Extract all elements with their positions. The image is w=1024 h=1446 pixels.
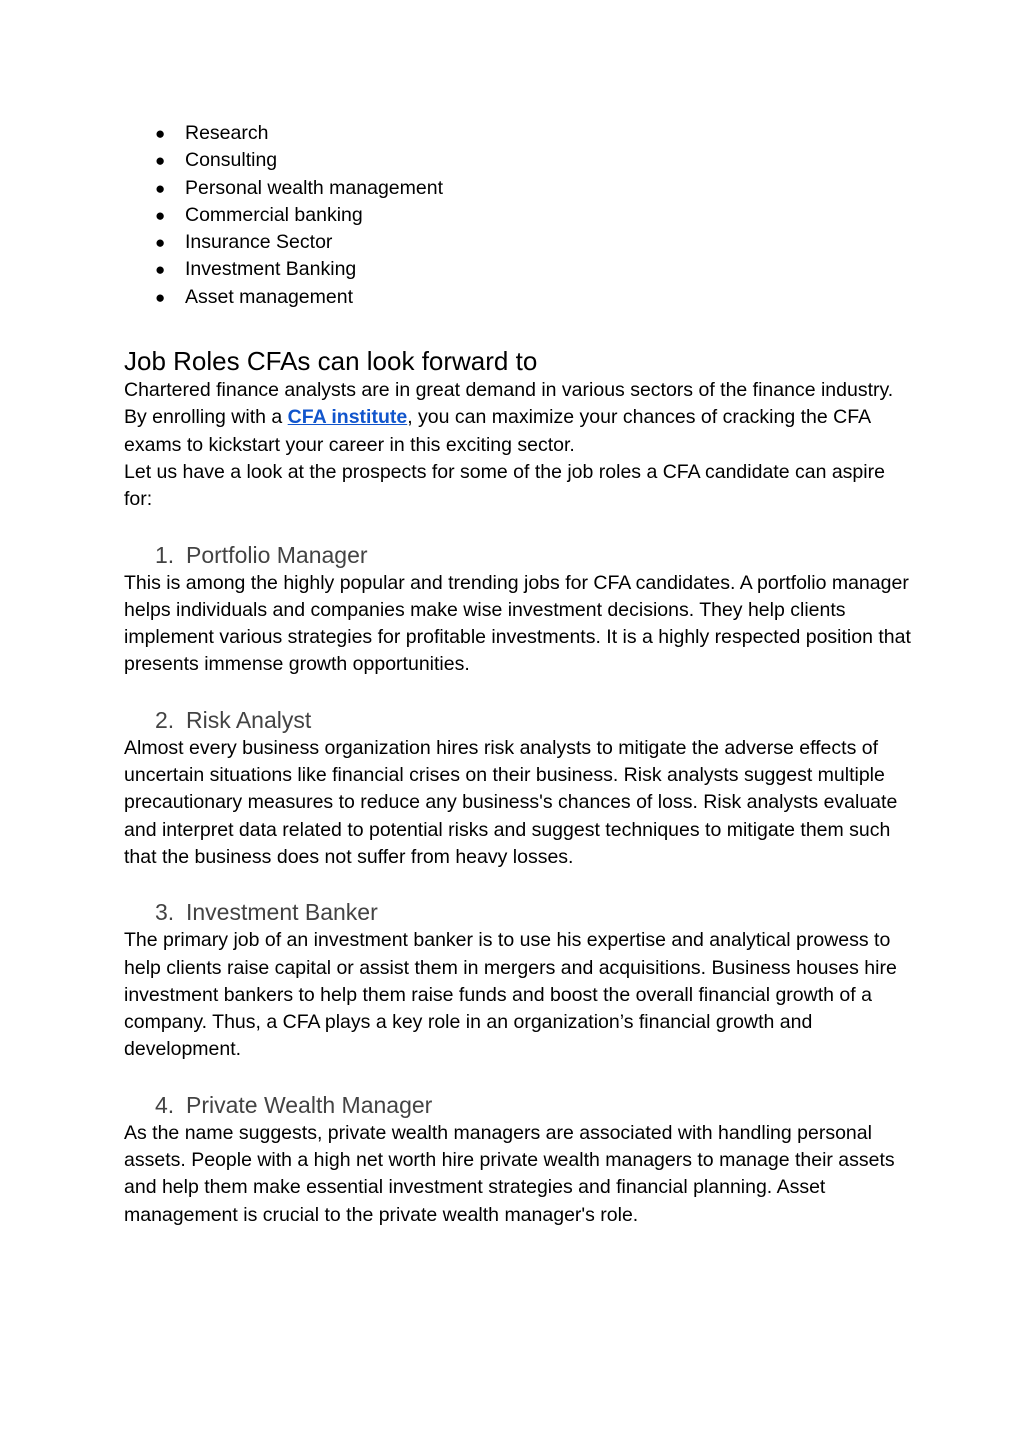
bullet-icon: ● <box>155 124 166 143</box>
section-heading: Job Roles CFAs can look forward to <box>124 346 538 377</box>
list-item-text: Research <box>185 122 269 144</box>
bullet-icon: ● <box>155 260 166 280</box>
intro-text-part1: Chartered finance analysts are in great demand in various sectors of the finance industry. By enrolling with a <box>124 379 894 429</box>
role-title: Private Wealth Manager <box>186 1091 433 1118</box>
list-item-text: Asset management <box>185 285 354 308</box>
intro-text-part2: , you can maximize your chances of cracking the CFA exams to kickstart your career in this exciting sector. <box>124 406 870 456</box>
document-page <box>124 120 914 1229</box>
list-item-text: Insurance Sector <box>185 231 333 254</box>
role-number: 1. <box>155 541 175 568</box>
role-title: Portfolio Manager <box>186 541 368 568</box>
role-number: 2. <box>155 706 175 733</box>
list-item <box>124 147 914 174</box>
list-item <box>124 229 914 256</box>
bullet-icon: ● <box>155 287 166 307</box>
role-description: As the name suggests, private wealth managers are associated with handling personal assets. People with a high net worth hire private wealth managers to manage their assets and help them make essential investment strategies and financial planning. Asset management is crucial to the private wealth manager's role. <box>124 1121 895 1226</box>
list-item-text: Investment Banking <box>185 258 357 281</box>
role-heading-risk-analyst <box>124 705 914 735</box>
role-description: Almost every business organization hires risk analysts to mitigate the adverse effects of uncertain situations like financial crises on their business. Risk analysts suggest multiple precautionary measures to reduce any business's chances of loss. Risk analysts evaluate and interpret data related to potential risks and suggest techniques to mitigate them such that the business does not suffer from heavy losses. <box>124 736 898 868</box>
list-item <box>124 284 914 311</box>
cfa-institute-link[interactable]: CFA institute <box>287 406 408 429</box>
sector-bullet-list <box>124 120 914 311</box>
intro-paragraph <box>124 377 914 459</box>
role-heading-private-wealth-manager <box>124 1090 914 1120</box>
role-title: Risk Analyst <box>186 706 312 733</box>
role-number: 3. <box>155 899 175 926</box>
role-title: Investment Banker <box>186 899 378 926</box>
list-item <box>124 256 914 283</box>
bullet-icon: ● <box>155 151 166 171</box>
bullet-icon: ● <box>155 178 166 198</box>
list-item <box>124 120 914 147</box>
bullet-icon: ● <box>155 233 166 253</box>
list-item <box>124 202 914 229</box>
list-item-text: Consulting <box>185 149 278 172</box>
role-description: This is among the highly popular and trending jobs for CFA candidates. A portfolio manager helps individuals and companies make wise investment decisions. They help clients implement various strategies for profitable investments. It is a highly respected position that presents immense growth opportunities. <box>124 571 911 676</box>
role-heading-portfolio-manager <box>124 540 914 570</box>
intro-paragraph-2: Let us have a look at the prospects for some of the job roles a CFA candidate can aspire for: <box>124 460 885 511</box>
bullet-icon: ● <box>155 205 166 225</box>
role-description: The primary job of an investment banker is to use his expertise and analytical prowess to help clients raise capital or assist them in mergers and acquisitions. Business houses hire investment bankers to help them raise funds and boost the overall financial growth of a company. Thus, a CFA plays a key role in an organization’s financial growth and development. <box>124 929 897 1061</box>
list-item-text: Personal wealth management <box>185 176 443 199</box>
role-number: 4. <box>155 1091 175 1118</box>
list-item <box>124 175 914 202</box>
list-item-text: Commercial banking <box>185 203 363 226</box>
role-heading-investment-banker <box>124 897 914 927</box>
